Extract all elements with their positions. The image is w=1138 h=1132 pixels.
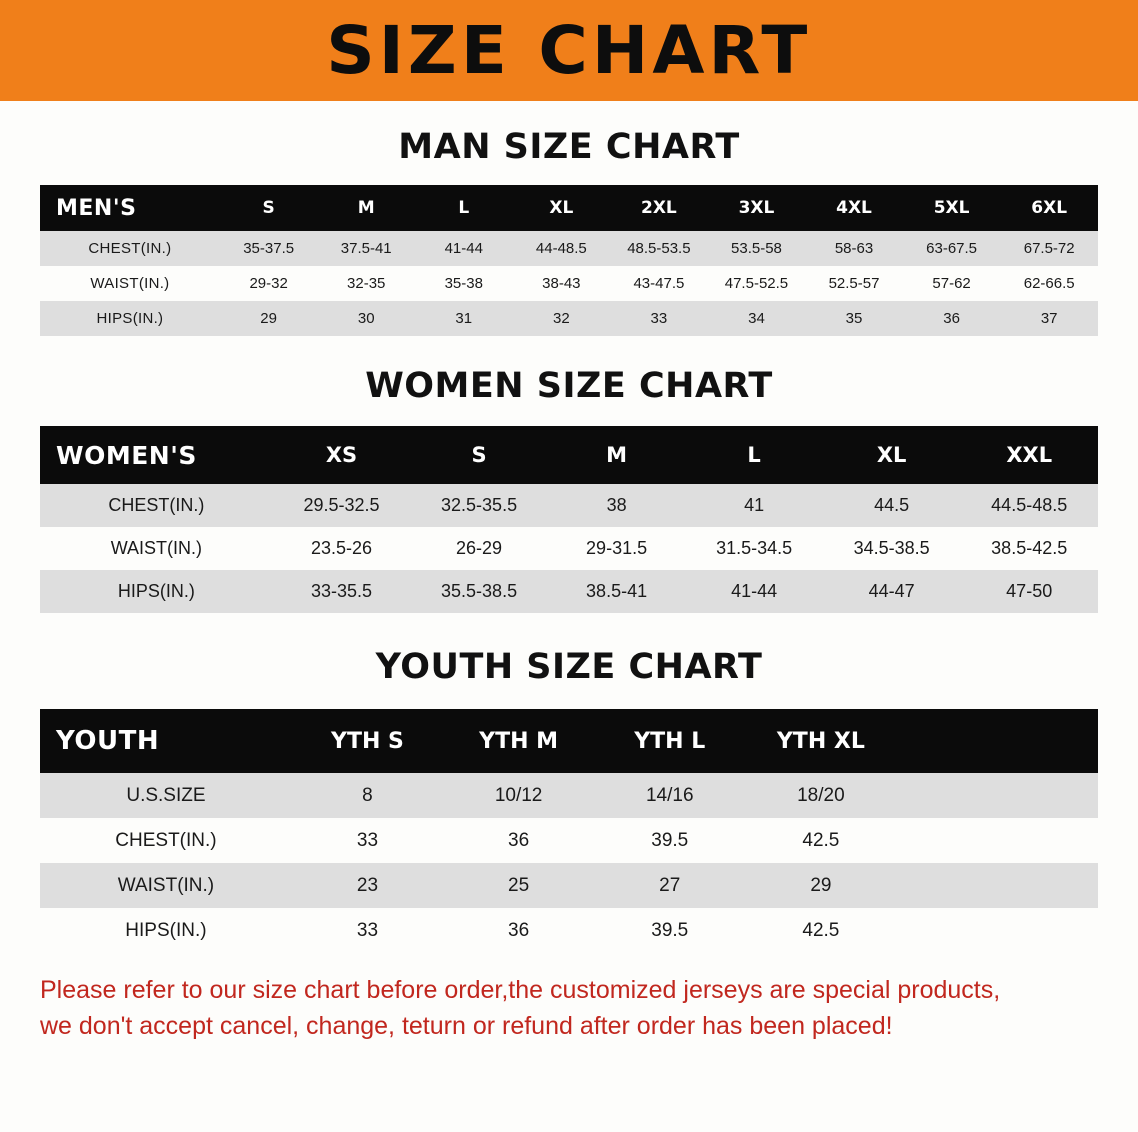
men-cell-2-8: 37 bbox=[1000, 301, 1098, 336]
men-col-6: 4XL bbox=[805, 185, 903, 231]
youth-row-1-label: CHEST(IN.) bbox=[40, 818, 292, 863]
women-cell-1-0: 23.5-26 bbox=[273, 527, 411, 570]
men-col-2: L bbox=[415, 185, 513, 231]
table-row bbox=[40, 301, 1098, 336]
policy-note-line-1: Please refer to our size chart before order,the customized jerseys are special products, bbox=[40, 976, 1001, 1004]
men-cell-0-8: 67.5-72 bbox=[1000, 231, 1098, 266]
men-cell-0-6: 58-63 bbox=[805, 231, 903, 266]
men-col-5: 3XL bbox=[708, 185, 806, 231]
policy-note bbox=[40, 973, 1098, 1044]
men-corner-label: MEN'S bbox=[40, 185, 220, 231]
women-col-2: M bbox=[548, 426, 686, 484]
men-cell-0-7: 63-67.5 bbox=[903, 231, 1001, 266]
men-col-8: 6XL bbox=[1000, 185, 1098, 231]
youth-size-table bbox=[40, 709, 1098, 953]
youth-row-2-label: WAIST(IN.) bbox=[40, 863, 292, 908]
table-row bbox=[40, 863, 1098, 908]
men-row-0-label: CHEST(IN.) bbox=[40, 231, 220, 266]
youth-col-spacer bbox=[896, 709, 1098, 773]
men-cell-0-4: 48.5-53.5 bbox=[610, 231, 708, 266]
youth-col-0: YTH S bbox=[292, 709, 443, 773]
men-cell-1-0: 29-32 bbox=[220, 266, 318, 301]
women-col-0: XS bbox=[273, 426, 411, 484]
youth-cell-0-0: 8 bbox=[292, 773, 443, 818]
women-cell-1-5: 38.5-42.5 bbox=[960, 527, 1098, 570]
youth-cell-1-3: 42.5 bbox=[745, 818, 896, 863]
youth-corner-label: YOUTH bbox=[40, 709, 292, 773]
men-cell-1-3: 38-43 bbox=[513, 266, 611, 301]
youth-col-3: YTH XL bbox=[745, 709, 896, 773]
men-cell-2-2: 31 bbox=[415, 301, 513, 336]
women-row-2-label: HIPS(IN.) bbox=[40, 570, 273, 613]
youth-cell-1-2: 39.5 bbox=[594, 818, 745, 863]
men-cell-1-6: 52.5-57 bbox=[805, 266, 903, 301]
men-col-4: 2XL bbox=[610, 185, 708, 231]
table-row bbox=[40, 527, 1098, 570]
men-cell-1-4: 43-47.5 bbox=[610, 266, 708, 301]
men-cell-0-0: 35-37.5 bbox=[220, 231, 318, 266]
women-cell-0-0: 29.5-32.5 bbox=[273, 484, 411, 527]
youth-table-wrap bbox=[0, 709, 1138, 953]
women-cell-2-3: 41-44 bbox=[685, 570, 823, 613]
men-cell-0-3: 44-48.5 bbox=[513, 231, 611, 266]
women-cell-0-3: 41 bbox=[685, 484, 823, 527]
table-header-row bbox=[40, 185, 1098, 231]
men-cell-0-2: 41-44 bbox=[415, 231, 513, 266]
men-cell-1-2: 35-38 bbox=[415, 266, 513, 301]
youth-row-3-label: HIPS(IN.) bbox=[40, 908, 292, 953]
youth-cell-3-2: 39.5 bbox=[594, 908, 745, 953]
table-header-row bbox=[40, 426, 1098, 484]
men-col-3: XL bbox=[513, 185, 611, 231]
men-cell-1-8: 62-66.5 bbox=[1000, 266, 1098, 301]
women-col-1: S bbox=[410, 426, 548, 484]
men-size-table bbox=[40, 185, 1098, 336]
women-cell-2-2: 38.5-41 bbox=[548, 570, 686, 613]
men-col-7: 5XL bbox=[903, 185, 1001, 231]
women-size-table bbox=[40, 426, 1098, 613]
table-row bbox=[40, 908, 1098, 953]
youth-col-1: YTH M bbox=[443, 709, 594, 773]
women-cell-0-2: 38 bbox=[548, 484, 686, 527]
women-cell-2-0: 33-35.5 bbox=[273, 570, 411, 613]
banner-title: SIZE CHART bbox=[326, 11, 812, 89]
youth-cell-3-1: 36 bbox=[443, 908, 594, 953]
men-cell-1-7: 57-62 bbox=[903, 266, 1001, 301]
table-header-row bbox=[40, 709, 1098, 773]
men-cell-2-6: 35 bbox=[805, 301, 903, 336]
women-col-3: L bbox=[685, 426, 823, 484]
youth-row-0-label: U.S.SIZE bbox=[40, 773, 292, 818]
banner bbox=[0, 0, 1138, 101]
men-cell-2-4: 33 bbox=[610, 301, 708, 336]
women-cell-0-4: 44.5 bbox=[823, 484, 961, 527]
youth-cell-3-spacer bbox=[896, 908, 1098, 953]
men-cell-1-1: 32-35 bbox=[317, 266, 415, 301]
men-cell-2-3: 32 bbox=[513, 301, 611, 336]
men-row-2-label: HIPS(IN.) bbox=[40, 301, 220, 336]
policy-note-line-2: we don't accept cancel, change, teturn or refund after order has been placed! bbox=[40, 1011, 893, 1040]
youth-cell-2-3: 29 bbox=[745, 863, 896, 908]
youth-cell-1-spacer bbox=[896, 818, 1098, 863]
youth-cell-2-0: 23 bbox=[292, 863, 443, 908]
women-cell-2-1: 35.5-38.5 bbox=[410, 570, 548, 613]
men-cell-2-1: 30 bbox=[317, 301, 415, 336]
table-row bbox=[40, 266, 1098, 301]
table-row bbox=[40, 570, 1098, 613]
men-cell-2-0: 29 bbox=[220, 301, 318, 336]
youth-cell-1-1: 36 bbox=[443, 818, 594, 863]
women-row-1-label: WAIST(IN.) bbox=[40, 527, 273, 570]
man-section-heading: MAN SIZE CHART bbox=[398, 127, 740, 167]
youth-cell-0-1: 10/12 bbox=[443, 773, 594, 818]
men-row-1-label: WAIST(IN.) bbox=[40, 266, 220, 301]
men-col-0: S bbox=[220, 185, 318, 231]
table-row bbox=[40, 818, 1098, 863]
women-col-4: XL bbox=[823, 426, 961, 484]
youth-cell-3-3: 42.5 bbox=[745, 908, 896, 953]
women-section-heading: WOMEN SIZE CHART bbox=[365, 366, 773, 406]
men-cell-1-5: 47.5-52.5 bbox=[708, 266, 806, 301]
men-cell-0-1: 37.5-41 bbox=[317, 231, 415, 266]
women-cell-0-5: 44.5-48.5 bbox=[960, 484, 1098, 527]
women-row-0-label: CHEST(IN.) bbox=[40, 484, 273, 527]
youth-cell-0-spacer bbox=[896, 773, 1098, 818]
men-cell-2-7: 36 bbox=[903, 301, 1001, 336]
men-cell-2-5: 34 bbox=[708, 301, 806, 336]
women-cell-2-5: 47-50 bbox=[960, 570, 1098, 613]
youth-cell-1-0: 33 bbox=[292, 818, 443, 863]
women-cell-1-1: 26-29 bbox=[410, 527, 548, 570]
youth-cell-2-spacer bbox=[896, 863, 1098, 908]
youth-section-heading: YOUTH SIZE CHART bbox=[375, 647, 763, 687]
man-table-wrap bbox=[0, 185, 1138, 336]
table-row bbox=[40, 773, 1098, 818]
table-row bbox=[40, 484, 1098, 527]
women-cell-1-3: 31.5-34.5 bbox=[685, 527, 823, 570]
youth-col-2: YTH L bbox=[594, 709, 745, 773]
youth-cell-2-1: 25 bbox=[443, 863, 594, 908]
youth-cell-3-0: 33 bbox=[292, 908, 443, 953]
men-cell-0-5: 53.5-58 bbox=[708, 231, 806, 266]
women-cell-0-1: 32.5-35.5 bbox=[410, 484, 548, 527]
women-cell-1-4: 34.5-38.5 bbox=[823, 527, 961, 570]
women-col-5: XXL bbox=[960, 426, 1098, 484]
women-corner-label: WOMEN'S bbox=[40, 426, 273, 484]
youth-cell-0-2: 14/16 bbox=[594, 773, 745, 818]
table-row bbox=[40, 231, 1098, 266]
women-cell-1-2: 29-31.5 bbox=[548, 527, 686, 570]
youth-cell-0-3: 18/20 bbox=[745, 773, 896, 818]
women-table-wrap bbox=[0, 426, 1138, 613]
youth-cell-2-2: 27 bbox=[594, 863, 745, 908]
women-cell-2-4: 44-47 bbox=[823, 570, 961, 613]
men-col-1: M bbox=[317, 185, 415, 231]
